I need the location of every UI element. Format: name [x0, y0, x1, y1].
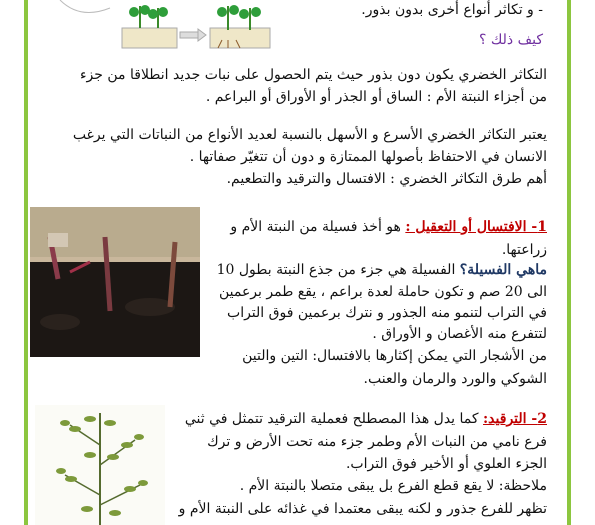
importance-line-2: الانسان في الاحتفاظ بأصولها الممتازة و دون أن تتغيّر صفاتها . — [189, 149, 547, 165]
layering-line-5: تظهر للفرع جذور و لكنه يبقى معتمدا في غذائه على النبتة الأم و — [178, 501, 547, 517]
layering-title-rest: كما يدل هذا المصطلح فعملية الترقيد تتمثل في ثني — [184, 411, 484, 427]
cutting-title-rest: هو أخذ فسيلة من النبتة الأم و — [230, 219, 406, 235]
cutting-question-rest: الفسيلة هي جزء من جذع النبتة بطول 10 — [216, 262, 460, 278]
layering-plant-illustration — [35, 405, 165, 525]
layering-line-2: فرع نامي من النبات الأم وطمر جزء منه تحت الأرض و ترك — [207, 434, 547, 450]
importance-line-3: أهم طرق التكاثر الخضري : الافتسال والترقيد والتطعيم. — [226, 171, 547, 187]
cutting-line-1 — [207, 217, 547, 237]
layering-line-1 — [167, 409, 547, 429]
cutting-line-2: زراعتها. — [501, 242, 547, 258]
cutting-line-8: الشوكي والورد والرمان والعنب. — [363, 371, 547, 387]
arrow-icon — [180, 29, 206, 41]
definition-line-2: من أجزاء النبتة الأم : الساق أو الجذر أو الأوراق أو البراعم . — [205, 89, 547, 105]
cutting-line-3 — [207, 260, 547, 280]
cutting-line-4: الى 20 صم و تكون حاملة لعدة براعم ، يقع طمر برعمين — [218, 284, 547, 300]
layering-title: 2- الترقيد: — [483, 411, 547, 427]
cuttings-photo — [30, 207, 200, 357]
cutting-question-label: ماهي الفسيلة؟ — [459, 262, 547, 278]
intro-line: - و تكاثر أنواع أخرى بدون بذور. — [361, 2, 543, 18]
question-heading: كيف ذلك ؟ — [478, 32, 543, 48]
right-green-border — [567, 0, 571, 525]
cutting-line-6: لتتفرع منه الأغصان و الأوراق . — [372, 326, 547, 342]
plant-left-icon — [129, 5, 168, 28]
cutting-title: 1- الافتسال أو التعقيل : — [405, 219, 547, 235]
cutting-line-7: من الأشجار التي يمكن إكثارها بالافتسال: التين والتين — [242, 348, 547, 364]
importance-line-1: يعتبر التكاثر الخضري الأسرع و الأسهل بالنسبة لعديد الأنواع من النباتات التي يرغب — [72, 127, 547, 143]
layering-line-3: الجزء العلوي أو الأخير فوق التراب. — [345, 456, 547, 472]
left-green-border — [24, 0, 28, 525]
layering-note: ملاحظة: لا يقع قطع الفرع بل يبقى متصلا بالنبتة الأم . — [239, 478, 547, 494]
definition-line-1: التكاثر الخضري يكون دون بذور حيث يتم الحصول على نبات جديد انطلاقا من جزء — [79, 67, 547, 83]
cutting-line-5: في التراب لتنمو منه الجذور و نترك برعمين فوق التراب — [227, 305, 547, 321]
